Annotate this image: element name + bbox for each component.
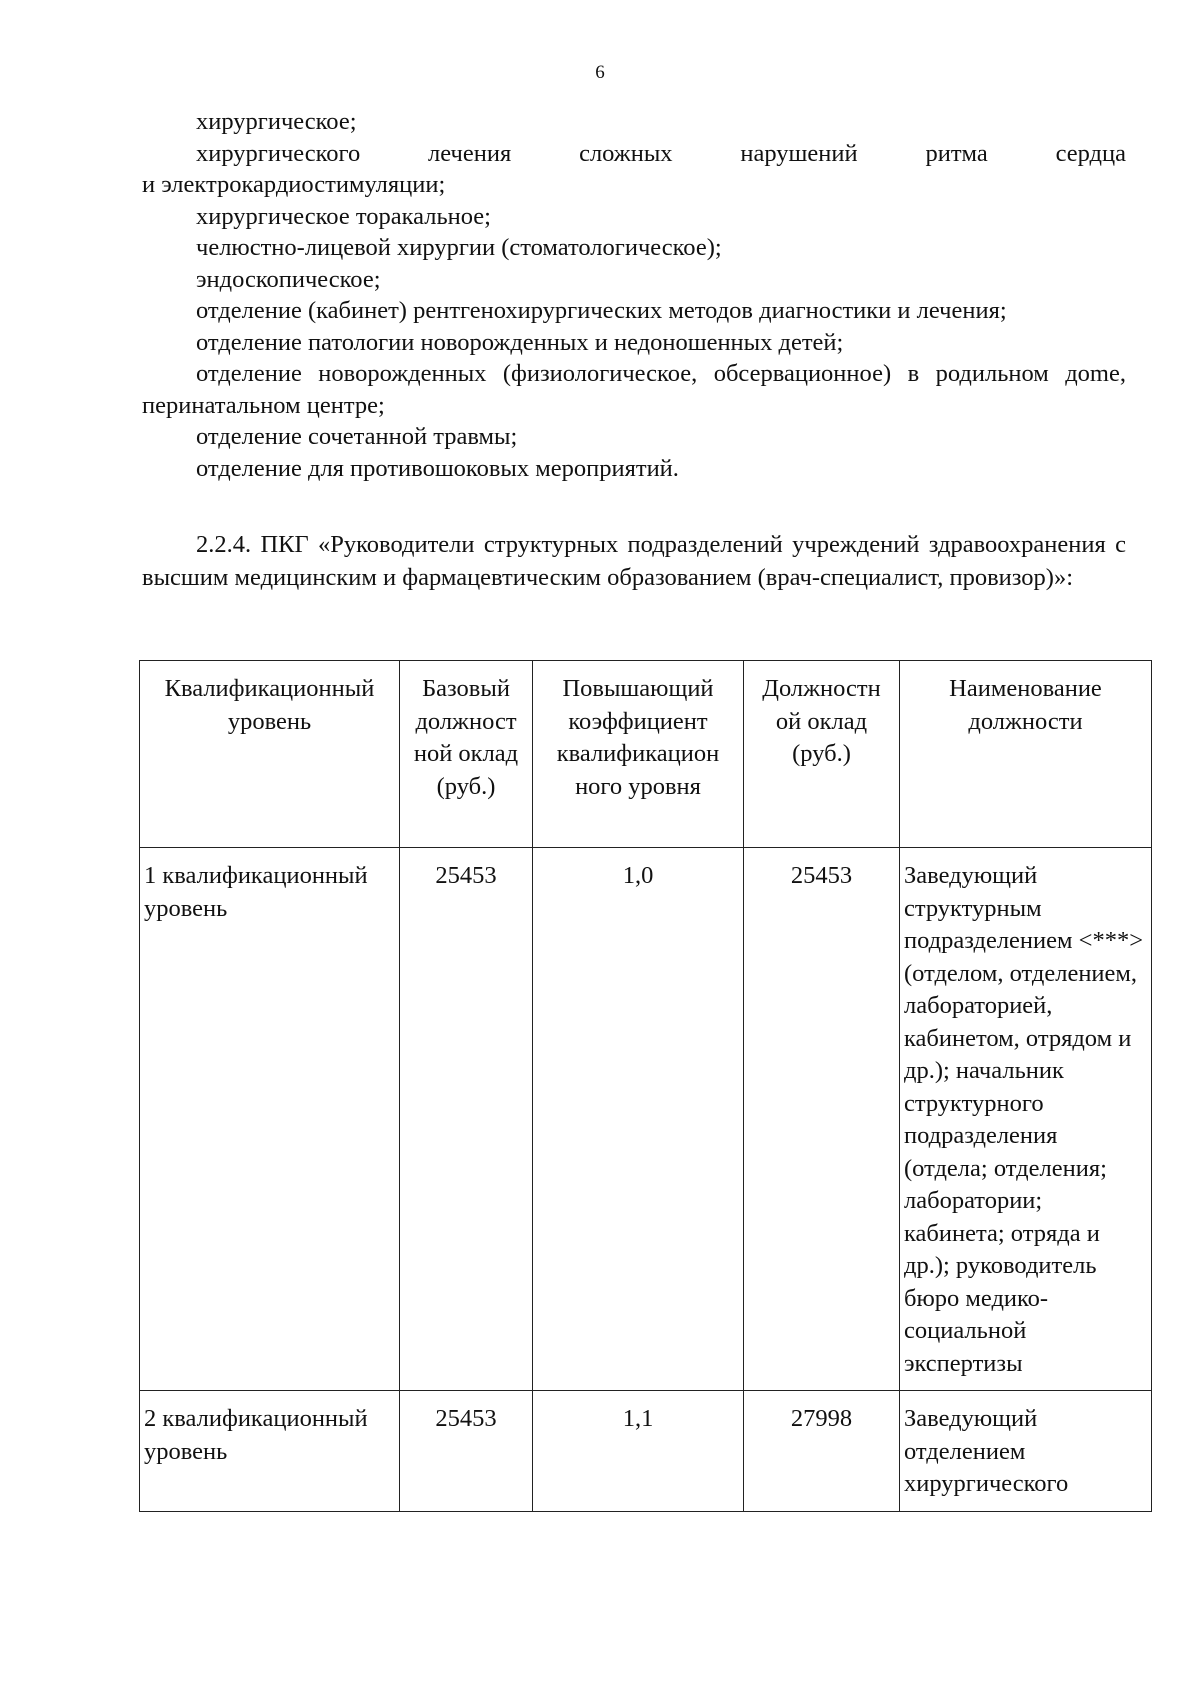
header-base-salary: Базовый должност ной оклад (руб.) — [400, 661, 533, 848]
qualification-table — [139, 660, 1152, 1512]
department-list — [142, 106, 1126, 484]
page-number: 6 — [595, 62, 605, 83]
table-row — [140, 1391, 1152, 1512]
header-level: Квалификационный уровень — [140, 661, 400, 848]
list-item: хирургического лечения сложных нарушений ритма сердца — [196, 139, 1126, 167]
list-item: хирургическое торакальное; — [196, 202, 491, 230]
cell-base-salary: 25453 — [400, 848, 533, 1391]
list-item-continuation: и электрокардиостимуляции; — [142, 171, 446, 198]
cell-coefficient: 1,0 — [533, 848, 744, 1391]
list-item: отделение патологии новорожденных и недоношенных детей; — [196, 328, 844, 356]
list-item: эндоскопическое; — [196, 265, 381, 293]
list-item: отделение (кабинет) рентгенохирургических методов диагностики и лечения; — [196, 297, 1007, 324]
table-header-row — [140, 661, 1152, 848]
cell-base-salary: 25453 — [400, 1391, 533, 1512]
list-item: отделение сочетанной травмы; — [196, 423, 518, 450]
cell-level: 2 квалификационный уровень — [140, 1391, 400, 1512]
table-row — [140, 848, 1152, 1391]
list-item: отделение новорожденных (физиологическое, обсервационное) в родильном дome, перинатальном центре; — [142, 360, 1126, 419]
cell-salary: 25453 — [744, 848, 900, 1391]
cell-coefficient: 1,1 — [533, 1391, 744, 1512]
list-item: челюстно-лицевой хирургии (стоматологическое); — [196, 234, 722, 261]
section-heading: 2.2.4. ПКГ «Руководители структурных подразделений учреждений здравоохранения с высшим медицинским и фармацевтическим образованием (врач-специалист, провизор)»: — [142, 531, 1126, 591]
cell-position: Заведующий отделением хирургического — [900, 1391, 1152, 1512]
header-salary: Должностн ой оклад (руб.) — [744, 661, 900, 848]
list-item: отделение для противошоковых мероприятий. — [196, 454, 679, 482]
list-item: хирургическое; — [196, 108, 357, 135]
header-position: Наименование должности — [900, 661, 1152, 848]
header-coefficient: Повышающий коэффициент квалификацион ного уровня — [533, 661, 744, 848]
cell-position: Заведующий структурным подразделением <***> (отделом, отделением, лабораторией, кабинетом, отрядом и др.); начальник структурного подразделения (отдела; отделения; лаборатории; кабинета; отряда и др.); руководитель бюро медико-социальной экспертизы — [900, 848, 1152, 1391]
cell-level: 1 квалификационный уровень — [140, 848, 400, 1391]
cell-salary: 27998 — [744, 1391, 900, 1512]
